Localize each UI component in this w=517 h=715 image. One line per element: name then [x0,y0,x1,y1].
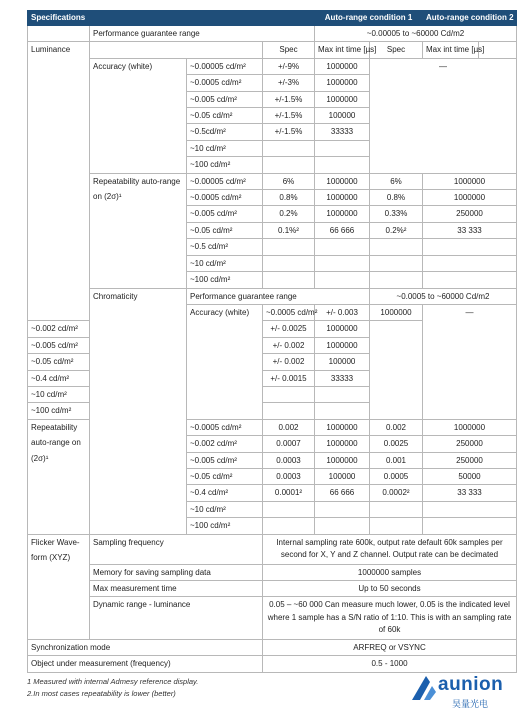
spec-cell [263,255,315,271]
table-row [28,581,517,597]
repeatability-label: Repeatability auto-range on (2σ)¹ [28,419,90,534]
aunion-logo [408,670,512,710]
max-int-time-header: Max int time [µs] [315,42,370,58]
flicker-row-value: Up to 50 seconds [263,581,517,597]
range-cell: ~0.05 cd/m² [28,354,90,370]
table-row [28,534,517,564]
object-value: 0.5 - 1000 [263,656,517,672]
flicker-row-value: 0.05 – ~60 000 Can measure much lower, 0.05 is the indicated level where 1 sample has a S/N ratio of 1:10. This is with an sampling rate of 60k [263,597,517,640]
time-cell-2: 250000 [423,452,517,468]
flicker-row-value: 1000000 samples [263,564,517,580]
spec-cell-2: 0.0002² [370,485,423,501]
time-cell-2: 250000 [423,436,517,452]
time-cell: 66 666 [315,222,370,238]
time-cell [315,239,370,255]
time-cell: 1000000 [315,91,370,107]
time-cell: 1000000 [315,436,370,452]
empty-cell [479,42,517,58]
range-cell: ~0.002 cd/m² [28,321,90,337]
spec-cell: 0.002 [263,419,315,435]
chromaticity-section-label: Chromaticity [90,288,187,534]
empty-cell [28,26,90,42]
time-cell-2: 250000 [423,206,517,222]
logo-text: aunion [438,674,504,695]
spec-cell: 6% [263,173,315,189]
time-cell: 100000 [315,108,370,124]
time-cell: 1000000 [315,75,370,91]
spec-cell: +/- 0.002 [263,337,315,353]
time-cell-2: 1000000 [423,173,517,189]
spec-cell: 0.1%² [263,222,315,238]
flicker-row-label: Memory for saving sampling data [90,564,263,580]
spec-cell [263,272,315,288]
spec-cell: 0.0003 [263,468,315,484]
accuracy-dash: — [423,304,517,419]
spec-cell-2 [370,518,423,534]
table-row [28,564,517,580]
time-cell: 1000000 [315,452,370,468]
spec-cell: +/-3% [263,75,315,91]
range-cell: ~0.005 cd/m² [187,206,263,222]
spec-cell [263,403,315,419]
spec-cell: +/- 0.0025 [263,321,315,337]
accuracy-label: Accuracy (white) [90,58,187,173]
range-cell: ~100 cd/m² [187,272,263,288]
time-cell-2 [423,501,517,517]
spec-cell-2: 0.0005 [370,468,423,484]
spec-cell: 0.0001² [263,485,315,501]
range-cell: ~0.5 cd/m² [187,239,263,255]
perf-range-label: Performance guarantee range [90,26,315,42]
object-label: Object under measurement (frequency) [28,656,263,672]
spec-cell [263,157,315,173]
spec-table [27,10,517,673]
range-cell: ~10 cd/m² [187,140,263,156]
accuracy-dash: — [370,58,517,173]
spec-cell: +/-1.5% [263,91,315,107]
range-cell: ~0.5cd/m² [187,124,263,140]
spec-cell [263,140,315,156]
flicker-row-label: Max measurement time [90,581,263,597]
spec-cell: +/-9% [263,58,315,74]
range-cell: ~0.4 cd/m² [187,485,263,501]
time-cell: 33333 [315,124,370,140]
range-cell: ~0.05 cd/m² [187,108,263,124]
time-cell-2: 1000000 [423,419,517,435]
luminance-header-row [28,42,517,58]
perf-range-value: ~0.00005 to ~60000 Cd/m2 [315,26,517,42]
range-cell: ~0.002 cd/m² [187,436,263,452]
time-cell: 66 666 [315,485,370,501]
time-cell: 1000000 [315,419,370,435]
spec-cell-2: 0.2%² [370,222,423,238]
time-cell [315,501,370,517]
flicker-row-label: Sampling frequency [90,534,263,564]
spec-cell [263,501,315,517]
footnote-2: 2.In most cases repeatability is lower (better) [27,689,176,698]
empty-cell [90,42,263,58]
time-cell [315,140,370,156]
range-cell: ~0.005 cd/m² [187,452,263,468]
footnote-1: 1 Measured with internal Admesy reference display. [27,677,199,686]
header-condition-1: Auto-range condition 1 [315,11,423,26]
spec-cell-2 [370,239,423,255]
time-cell: 1000000 [315,206,370,222]
range-cell: ~0.05 cd/m² [187,222,263,238]
table-row [28,597,517,640]
spec-cell-2 [370,501,423,517]
spec-cell: +/- 0.002 [263,354,315,370]
time-cell-2: 33 333 [423,485,517,501]
range-cell: ~100 cd/m² [187,157,263,173]
range-cell: ~0.0005 cd/m² [187,75,263,91]
sync-value: ARFREQ or VSYNC [263,639,517,655]
spec-cell-2: 0.8% [370,190,423,206]
spec-cell [263,239,315,255]
time-cell: 1000000 [315,58,370,74]
time-cell [315,386,370,402]
perf-range-row [28,26,517,42]
spec-cell: +/-1.5% [263,124,315,140]
range-cell: ~100 cd/m² [28,403,90,419]
accuracy-label: Accuracy (white) [187,304,263,419]
time-cell-2 [423,272,517,288]
header-condition-2: Auto-range condition 2 [423,11,517,26]
range-cell: ~0.005 cd/m² [187,91,263,107]
flicker-section-label: Flicker Wave-form (XYZ) [28,534,90,639]
range-cell: ~0.00005 cd/m² [187,173,263,189]
range-cell: ~0.4 cd/m² [28,370,90,386]
spec-cell [263,386,315,402]
spec-cell: +/- 0.0015 [263,370,315,386]
spec-cell [263,518,315,534]
range-cell: ~0.00005 cd/m² [187,58,263,74]
time-cell: 1000000 [315,321,370,337]
time-cell: 100000 [315,468,370,484]
flicker-row-label: Dynamic range - luminance [90,597,263,640]
logo-subtext: 昊量光电 [452,699,489,709]
time-cell: 33333 [315,370,370,386]
range-cell: ~10 cd/m² [28,386,90,402]
max-int-time-header-2: Max int time [µs] [423,42,479,58]
spec-cell-2 [370,255,423,271]
time-cell-2: 1000000 [423,190,517,206]
range-cell: ~0.0005 cd/m² [187,190,263,206]
luminance-section-label: Luminance [28,42,90,321]
time-cell-2 [423,255,517,271]
spec-cell-2 [370,272,423,288]
spec-cell: 0.2% [263,206,315,222]
spec-cell-2: 0.33% [370,206,423,222]
range-cell: ~0.0005 cd/m² [187,419,263,435]
range-cell: ~0.005 cd/m² [28,337,90,353]
spec-header-2: Spec [370,42,423,58]
time-cell [315,157,370,173]
time-cell: 1000000 [315,337,370,353]
spec-cell: 0.0007 [263,436,315,452]
time-cell-2 [423,239,517,255]
spec-cell: 0.8% [263,190,315,206]
chromaticity-perf-row [28,288,517,304]
range-cell: ~0.0005 cd/m² [263,304,315,320]
time-cell-2 [423,518,517,534]
time-cell [315,403,370,419]
time-cell: 1000000 [370,304,423,320]
spec-cell: 0.0003 [263,452,315,468]
range-cell: ~10 cd/m² [187,255,263,271]
time-cell [315,518,370,534]
table-row [28,173,517,189]
time-cell-2: 50000 [423,468,517,484]
table-row [28,58,517,74]
time-cell: 1000000 [315,173,370,189]
perf-range-label: Performance guarantee range [187,288,370,304]
range-cell: ~0.05 cd/m² [187,468,263,484]
time-cell [315,272,370,288]
spec-cell-2: 0.0025 [370,436,423,452]
perf-range-value: ~0.0005 to ~60000 Cd/m2 [370,288,517,304]
flicker-row-value: Internal sampling rate 600k, output rate default 60k samples per second for X, Y and Z channel. Output rate can be decimated [263,534,517,564]
repeatability-label: Repeatability auto-range on (2σ)¹ [90,173,187,288]
range-cell: ~100 cd/m² [187,518,263,534]
time-cell-2: 33 333 [423,222,517,238]
time-cell: 1000000 [315,190,370,206]
sync-row [28,639,517,655]
sync-label: Synchronization mode [28,639,263,655]
table-header-row [28,11,517,26]
spec-header: Spec [263,42,315,58]
spec-cell: +/-1.5% [263,108,315,124]
header-specifications: Specifications [28,11,315,26]
spec-cell: +/- 0.003 [315,304,370,320]
time-cell [315,255,370,271]
spec-cell-2: 6% [370,173,423,189]
spec-cell-2: 0.002 [370,419,423,435]
time-cell: 100000 [315,354,370,370]
range-cell: ~10 cd/m² [187,501,263,517]
spec-cell-2: 0.001 [370,452,423,468]
